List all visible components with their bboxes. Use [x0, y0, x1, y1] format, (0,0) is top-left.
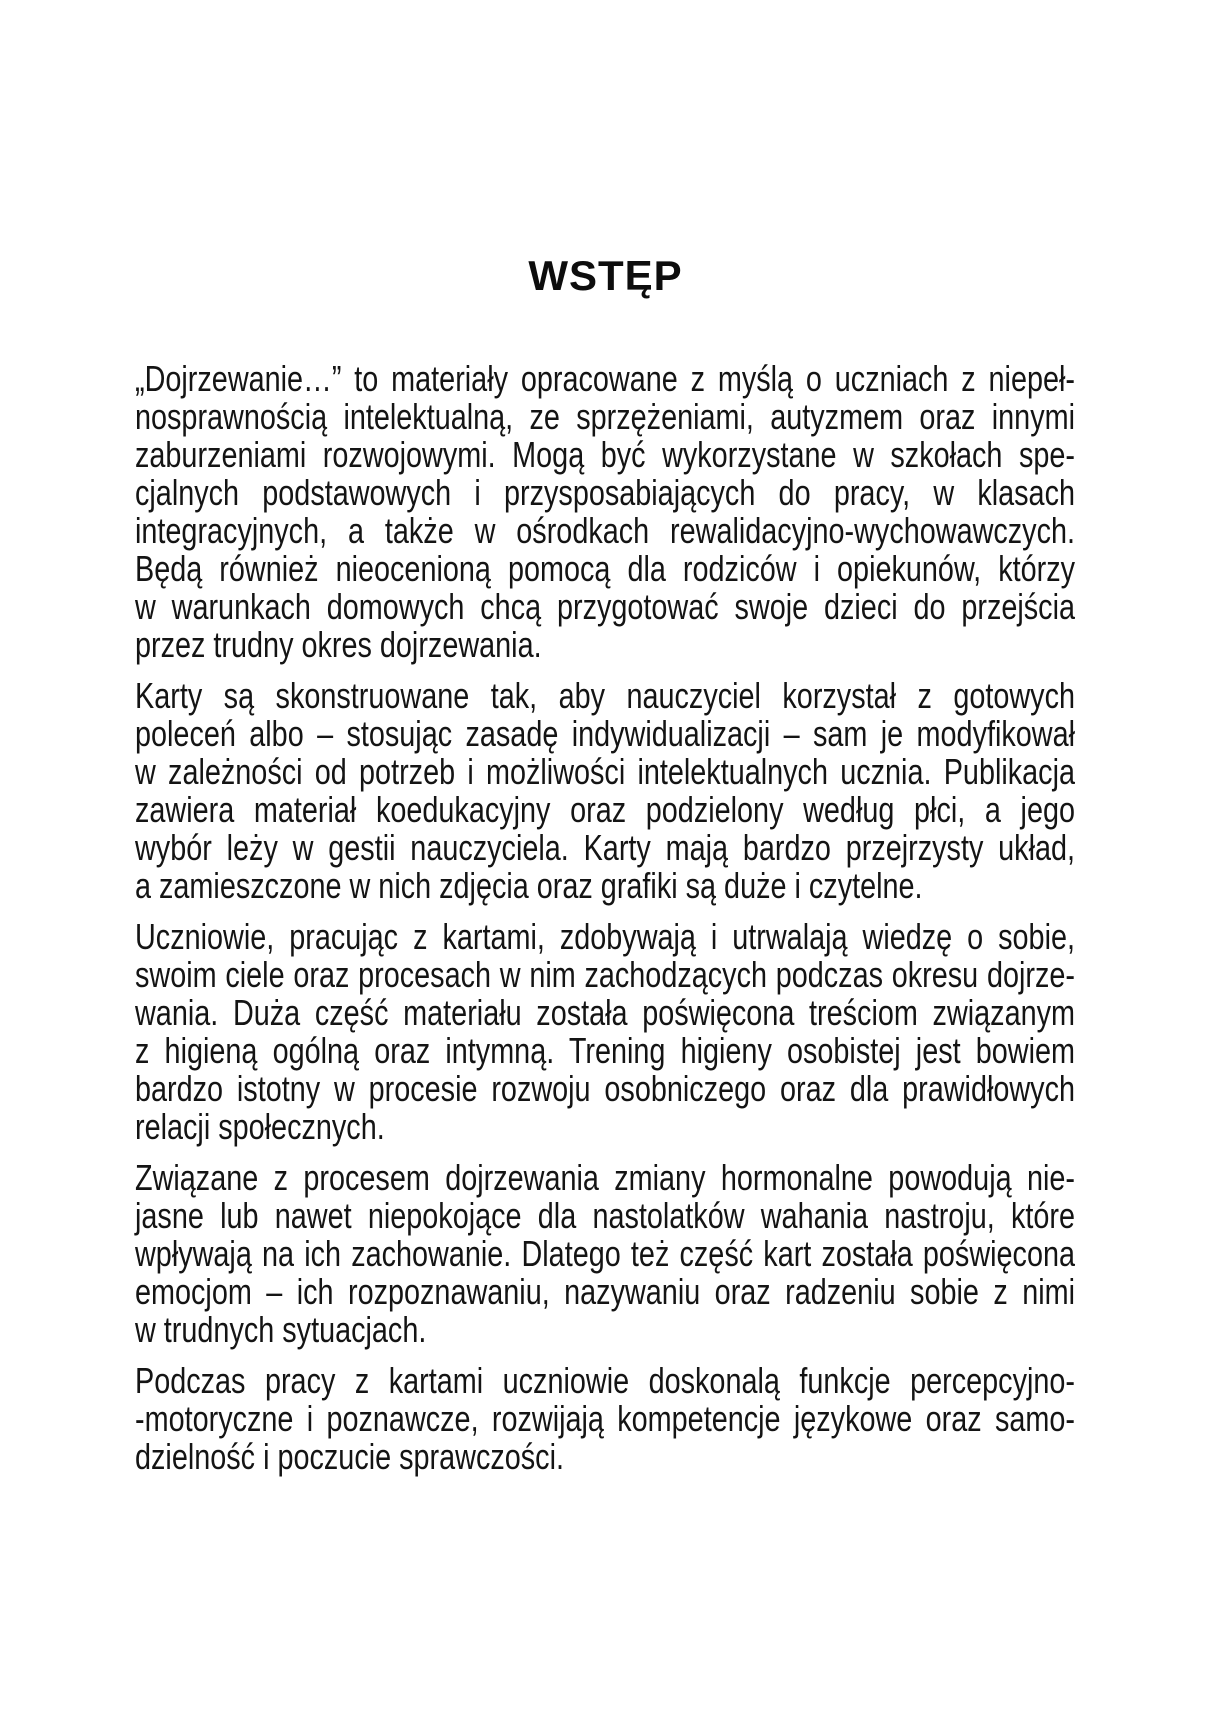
text-line: swoim ciele oraz procesach w nim zachodzących podczas okresu dojrze-	[135, 954, 1075, 995]
text-line: Związane z procesem dojrzewania zmiany hormonalne powodują nie-	[135, 1157, 1075, 1198]
text-line: wybór leży w gestii nauczyciela. Karty mają bardzo przejrzysty układ,	[135, 827, 1075, 868]
page-title: WSTĘP	[528, 252, 683, 299]
text-line: dzielność i poczucie sprawczości.	[135, 1436, 564, 1477]
text-line: w trudnych sytuacjach.	[135, 1309, 427, 1350]
paragraph	[135, 360, 1075, 664]
text-line: nosprawnością intelektualną, ze sprzężeniami, autyzmem oraz innymi	[135, 396, 1075, 437]
paragraph	[135, 918, 1075, 1146]
text-line: -motoryczne i poznawcze, rozwijają kompetencje językowe oraz samo-	[135, 1398, 1075, 1439]
text-line: w warunkach domowych chcą przygotować swoje dzieci do przejścia	[135, 586, 1075, 627]
text-line: przez trudny okres dojrzewania.	[135, 624, 542, 665]
text-line: Uczniowie, pracując z kartami, zdobywają i utrwalają wiedzę o sobie,	[135, 916, 1075, 957]
text-line: wpływają na ich zachowanie. Dlatego też część kart została poświęcona	[135, 1233, 1075, 1274]
paragraph	[135, 1362, 1075, 1476]
text-line: zaburzeniami rozwojowymi. Mogą być wykorzystane w szkołach spe-	[135, 434, 1075, 475]
text-line: jasne lub nawet niepokojące dla nastolatków wahania nastroju, które	[135, 1195, 1075, 1236]
text-line: relacji społecznych.	[135, 1106, 385, 1147]
text-line: wania. Duża część materiału została poświęcona treściom związanym	[135, 992, 1075, 1033]
text-line: integracyjnych, a także w ośrodkach rewalidacyjno-wychowawczych.	[135, 510, 1075, 551]
text-line: zawiera materiał koedukacyjny oraz podzielony według płci, a jego	[135, 789, 1075, 830]
text-line: „Dojrzewanie…” to materiały opracowane z myślą o uczniach z niepeł-	[135, 358, 1075, 399]
text-line: Karty są skonstruowane tak, aby nauczyciel korzystał z gotowych	[135, 675, 1075, 716]
text-line: a zamieszczone w nich zdjęcia oraz grafiki są duże i czytelne.	[135, 865, 923, 906]
text-line: Będą również nieocenioną pomocą dla rodziców i opiekunów, którzy	[135, 548, 1075, 589]
text-line: z higieną ogólną oraz intymną. Trening higieny osobistej jest bowiem	[135, 1030, 1075, 1071]
text-line: emocjom – ich rozpoznawaniu, nazywaniu oraz radzeniu sobie z nimi	[135, 1271, 1075, 1312]
text-line: poleceń albo – stosując zasadę indywidualizacji – sam je modyfikował	[135, 713, 1075, 754]
paragraph	[135, 1159, 1075, 1349]
paragraph	[135, 677, 1075, 905]
text-line: bardzo istotny w procesie rozwoju osobniczego oraz dla prawidłowych	[135, 1068, 1075, 1109]
page-content	[135, 360, 1075, 1489]
text-line: w zależności od potrzeb i możliwości intelektualnych ucznia. Publikacja	[135, 751, 1075, 792]
text-line: Podczas pracy z kartami uczniowie doskonalą funkcje percepcyjno-	[135, 1360, 1075, 1401]
text-line: cjalnych podstawowych i przysposabiających do pracy, w klasach	[135, 472, 1075, 513]
paragraphs-container	[135, 360, 1075, 1476]
